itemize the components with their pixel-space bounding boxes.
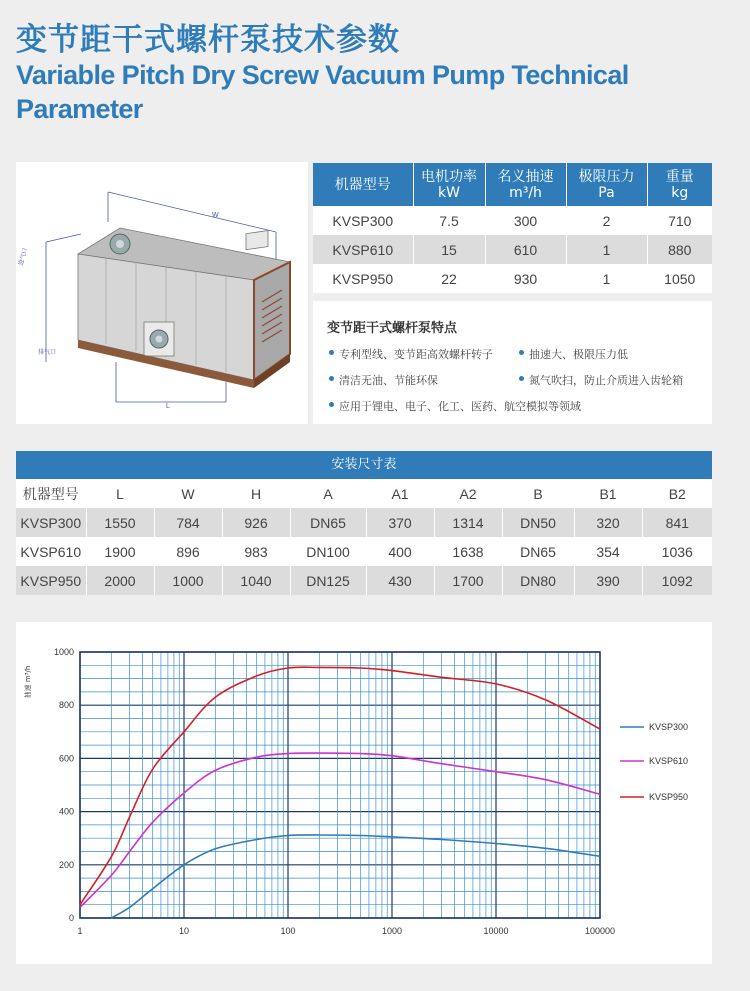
table-row [16, 566, 712, 595]
spec-header-model-cn: 机器型号 [334, 176, 391, 193]
dim-header: 机器型号 [16, 479, 86, 508]
dim-cell: 983 [222, 537, 290, 566]
spec-header-pressure [566, 163, 647, 206]
y-tick-label: 200 [58, 859, 74, 870]
spec-cell: 610 [485, 235, 566, 264]
spec-cell: 300 [485, 206, 566, 235]
dim-cell: DN125 [290, 566, 366, 595]
spec-table [313, 163, 712, 293]
spec-cell: KVSP950 [313, 264, 413, 293]
dim-cell: DN100 [290, 537, 366, 566]
legend-label-kvsp300: KVSP300 [649, 722, 689, 732]
dim-cell: DN50 [502, 508, 574, 537]
spec-cell: 1050 [647, 264, 712, 293]
dim-cell: 2000 [86, 566, 154, 595]
pump-diagram [16, 162, 308, 424]
dim-label-l: L [166, 403, 170, 410]
dim-header: W [154, 479, 222, 508]
table-row [16, 537, 712, 566]
spec-header-speed-cn: 名义抽速 [497, 168, 554, 185]
dim-header: H [222, 479, 290, 508]
outlet-label: 排气口 [38, 349, 57, 356]
spec-header-weight [647, 163, 712, 206]
dim-cell: 390 [574, 566, 642, 595]
dim-header: A1 [366, 479, 434, 508]
dimensions-header-row [16, 479, 712, 508]
spec-cell: 1 [566, 235, 647, 264]
x-tick-label: 1 [77, 926, 83, 936]
spec-cell: 15 [413, 235, 485, 264]
y-tick-labels [54, 647, 74, 923]
dim-cell: 841 [642, 508, 712, 537]
dimensions-table [16, 479, 712, 595]
dim-cell: 784 [154, 508, 222, 537]
dim-label-w: W [212, 212, 219, 219]
x-tick-labels [77, 926, 615, 936]
spec-header-speed [485, 163, 566, 206]
pump-speed-chart-panel [16, 622, 712, 964]
x-tick-label: 10 [178, 926, 190, 936]
spec-cell: 7.5 [413, 206, 485, 235]
dim-cell: 1900 [86, 537, 154, 566]
inlet-label: 进气口 [17, 247, 30, 267]
dim-cell: 1638 [434, 537, 502, 566]
dim-cell: 926 [222, 508, 290, 537]
dim-header: A2 [434, 479, 502, 508]
dim-cell: 430 [366, 566, 434, 595]
legend-label-kvsp950: KVSP950 [649, 792, 689, 802]
feature-item: 专利型线、变节距高效螺杆转子 [327, 346, 517, 362]
dim-cell: DN65 [290, 508, 366, 537]
chart-legend [620, 722, 688, 802]
spec-header-speed-unit: m³/h [509, 184, 542, 201]
spec-cell: 930 [485, 264, 566, 293]
spec-header-pressure-cn: 极限压力 [578, 168, 635, 185]
dim-cell: 1550 [86, 508, 154, 537]
spec-cell: KVSP610 [313, 235, 413, 264]
legend-label-kvsp610: KVSP610 [649, 756, 689, 766]
dim-cell: 1314 [434, 508, 502, 537]
dim-header: A [290, 479, 366, 508]
dim-cell: 370 [366, 508, 434, 537]
dimensions-title: 安装尺寸表 [16, 451, 712, 479]
chart-grid [80, 652, 600, 918]
table-row [313, 206, 712, 235]
spec-header-weight-unit: kg [671, 184, 689, 201]
title-en: Variable Pitch Dry Screw Vacuum Pump Technical Parameter [16, 60, 629, 124]
dim-cell: 1700 [434, 566, 502, 595]
spec-header-power-unit: kW [438, 184, 460, 201]
dim-cell: 1000 [154, 566, 222, 595]
y-tick-label: 0 [68, 913, 74, 923]
dim-cell: DN80 [502, 566, 574, 595]
spec-cell: 1 [566, 264, 647, 293]
feature-item: 氮气吹扫，防止介质进入齿轮箱 [517, 372, 707, 388]
table-row [313, 264, 712, 293]
feature-item: 应用于锂电、电子、化工、医药、航空模拟等领域 [327, 398, 707, 414]
dim-header: B [502, 479, 574, 508]
feature-item: 清洁无油、节能环保 [327, 372, 517, 388]
table-row [313, 235, 712, 264]
feature-item: 抽速大、极限压力低 [517, 346, 707, 362]
dim-cell: 354 [574, 537, 642, 566]
x-tick-label: 1000 [381, 926, 403, 936]
dim-header: L [86, 479, 154, 508]
dim-header: B1 [574, 479, 642, 508]
x-tick-label: 100 [280, 926, 296, 936]
dim-cell: 320 [574, 508, 642, 537]
dim-cell: 1040 [222, 566, 290, 595]
features-panel [313, 301, 712, 424]
spec-header-power-cn: 电机功率 [421, 168, 477, 185]
spec-cell: 880 [647, 235, 712, 264]
spec-header-pressure-unit: Pa [598, 184, 615, 201]
features-title: 变节距干式螺杆泵特点 [327, 321, 458, 336]
x-tick-label: 10000 [483, 926, 509, 936]
dim-cell: 896 [154, 537, 222, 566]
dim-header: B2 [642, 479, 712, 508]
y-tick-label: 600 [58, 753, 74, 764]
pump-diagram-panel [16, 162, 308, 424]
y-axis-label: 抽速 m³/h [24, 665, 32, 699]
pump-speed-chart [16, 622, 712, 964]
spec-cell: 22 [413, 264, 485, 293]
dim-cell: DN65 [502, 537, 574, 566]
table-row [16, 508, 712, 537]
y-tick-label: 400 [58, 806, 74, 817]
x-tick-label: 100000 [584, 926, 616, 936]
dim-cell: 1036 [642, 537, 712, 566]
dim-cell: KVSP950 [16, 566, 86, 595]
dim-cell: KVSP610 [16, 537, 86, 566]
spec-header-power [413, 163, 485, 206]
dim-cell: 1092 [642, 566, 712, 595]
y-tick-label: 1000 [53, 647, 74, 657]
spec-cell: 2 [566, 206, 647, 235]
y-tick-label: 800 [58, 700, 74, 711]
spec-cell: KVSP300 [313, 206, 413, 235]
dim-cell: 400 [366, 537, 434, 566]
dim-cell: KVSP300 [16, 508, 86, 537]
spec-header-weight-cn: 重量 [665, 168, 694, 185]
spec-header-model [313, 163, 413, 206]
spec-cell: 710 [647, 206, 712, 235]
title-cn: 变节距干式螺杆泵技术参数 [16, 22, 400, 58]
